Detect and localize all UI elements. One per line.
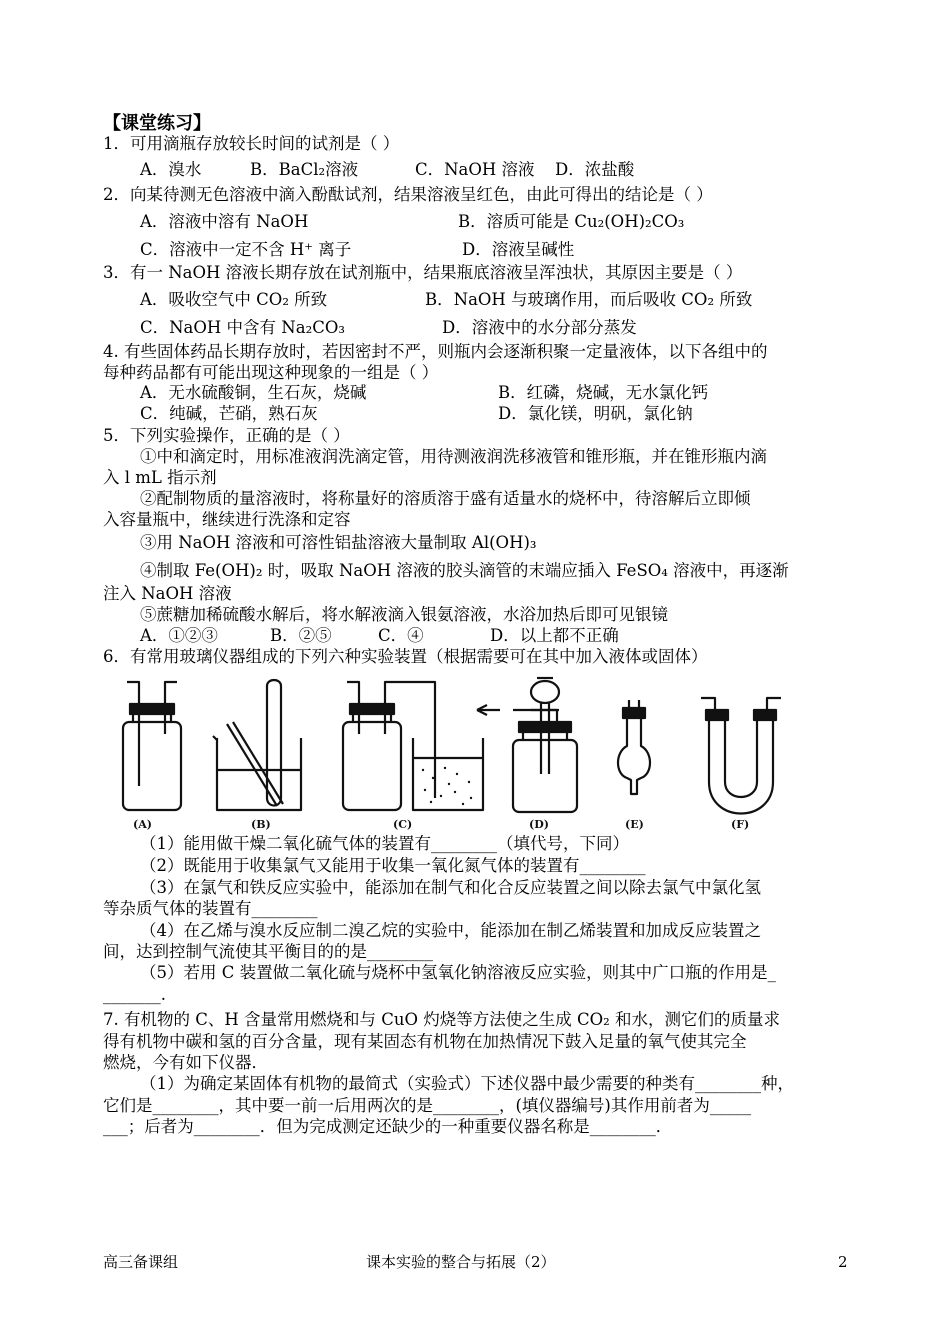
- q1-option-a: A．溴水: [140, 160, 202, 179]
- q3-options-row1: [140, 289, 885, 311]
- apparatus-label-f: (F): [731, 818, 750, 831]
- apparatus-label-b: (B): [251, 818, 271, 831]
- q5-item3: ③用 NaOH 溶液和可溶性铝盐溶液大量制取 Al(OH)₃: [140, 533, 537, 552]
- q4-options-row1: [140, 382, 885, 404]
- q4-option-b: B．红磷，烧碱，无水氯化钙: [498, 383, 709, 402]
- q5-item2-line2: 入容量瓶中，继续进行洗涤和定容: [103, 510, 351, 529]
- q2-stem: 2．向某待测无色溶液中滴入酚酞试剂，结果溶液呈红色，由此可得出的结论是（ ）: [103, 185, 713, 204]
- q1-option-b: B．BaCl₂溶液: [250, 160, 359, 179]
- section-title: 【课堂练习】: [103, 113, 211, 134]
- q5-option-c: C．④: [378, 626, 424, 645]
- q5-item1-line2: 入 l mL 指示剂: [103, 468, 217, 487]
- q6-sub2: （2）既能用于收集氯气又能用于收集一氧化氮气体的装置有________: [140, 856, 646, 875]
- footer-center: 课本实验的整合与拓展（2）: [366, 1253, 556, 1271]
- q3-option-d: D．溶液中的水分部分蒸发: [442, 318, 637, 337]
- q7-line2: 得有机物中碳和氢的百分含量，现有某固态有机物在加热情况下鼓入足量的氧气使其完全: [103, 1032, 747, 1051]
- q6-sub5-line1: （5）若用 C 装置做二氧化硫与烧杯中氢氧化钠溶液反应实验，则其中广口瓶的作用是_: [140, 963, 776, 982]
- q2-options-row2: [140, 239, 885, 261]
- q6-sub4-line2: 间，达到控制气流使其平衡目的的是________: [103, 942, 433, 961]
- q1-stem: 1．可用滴瓶存放较长时间的试剂是（ ）: [103, 134, 400, 153]
- q5-option-a: A．①②③: [140, 626, 218, 645]
- q7-line1: 7. 有机物的 C、H 含量常用燃烧和与 CuO 灼烧等方法使之生成 CO₂ 和水，测它们的质量求: [103, 1010, 781, 1029]
- apparatus-label-d: (D): [529, 818, 549, 831]
- q7-line5: 它们是________，其中要一前一后用两次的是________，(填仪器编号)其作用前者为_____: [103, 1096, 752, 1115]
- apparatus-e-drying-tube: [618, 700, 650, 794]
- q5-options: [140, 625, 885, 647]
- q5-item5: ⑤蔗糖加稀硫酸水解后，将水解液滴入银氨溶液，水浴加热后即可见银镜: [140, 605, 668, 624]
- apparatus-f-u-tube: [701, 698, 781, 814]
- q6-sub4-line1: （4）在乙烯与溴水反应制二溴乙烷的实验中，能添加在制乙烯装置和加成反应装置之: [140, 921, 761, 940]
- q7-line6: ___；后者为________．但为完成测定还缺少的一种重要仪器名称是________．: [103, 1117, 673, 1136]
- q6-stem: 6．有常用玻璃仪器组成的下列六种实验装置（根据需要可在其中加入液体或固体）: [103, 647, 708, 666]
- q6-sub5-line2: _______.: [103, 985, 166, 1004]
- q2-option-c: C．溶液中一定不含 H⁺ 离子: [140, 240, 352, 259]
- q5-option-b: B．②⑤: [270, 626, 332, 645]
- q4-option-d: D．氯化镁，明矾，氯化钠: [498, 404, 693, 423]
- q5-item4-line2: 注入 NaOH 溶液: [103, 584, 232, 603]
- q2-option-b: B．溶质可能是 Cu₂(OH)₂CO₃: [458, 212, 685, 231]
- apparatus-label-e: (E): [625, 818, 644, 831]
- q5-item4-line1: ④制取 Fe(OH)₂ 时，吸取 NaOH 溶液的胶头滴管的末端应插入 FeSO₄ 溶液中，再逐渐: [140, 561, 789, 580]
- apparatus-d-funnel-bottle: [477, 678, 577, 812]
- apparatus-c-liquid-dots: [422, 767, 472, 805]
- q4-option-a: A．无水硫酸铜，生石灰，烧碱: [140, 383, 367, 402]
- apparatus-label-a: (A): [133, 818, 152, 831]
- q4-options-row2: [140, 403, 885, 425]
- page-number: 2: [838, 1253, 848, 1271]
- q6-sub3-line2: 等杂质气体的装置有________: [103, 899, 318, 918]
- q5-option-d: D．以上都不正确: [490, 626, 619, 645]
- q1-option-c: C．NaOH 溶液: [415, 160, 535, 179]
- q5-stem: 5．下列实验操作，正确的是（ ）: [103, 426, 350, 445]
- apparatus-b-beaker: [213, 680, 301, 810]
- apparatus-c-bottle: [343, 682, 483, 810]
- q3-option-c: C．NaOH 中含有 Na₂CO₃: [140, 318, 345, 337]
- apparatus-a-bottle: [123, 682, 181, 810]
- q6-sub1: （1）能用做干燥二氧化硫气体的装置有________（填代号，下同）: [140, 834, 629, 853]
- q1-options: [140, 159, 885, 181]
- q4-stem-line1: 4. 有些固体药品长期存放时，若因密封不严，则瓶内会逐渐积聚一定量液体，以下各组中的: [103, 342, 768, 361]
- q3-option-a: A．吸收空气中 CO₂ 所致: [140, 290, 328, 309]
- q5-item2-line1: ②配制物质的量溶液时，将称量好的溶质溶于盛有适量水的烧杯中，待溶解后立即倾: [140, 489, 751, 508]
- q1-option-d: D．浓盐酸: [555, 160, 635, 179]
- q5-item1-line1: ①中和滴定时，用标准液润洗滴定管，用待测液润洗移液管和锥形瓶，并在锥形瓶内滴: [140, 447, 767, 466]
- footer-left: 高三备课组: [103, 1253, 179, 1271]
- apparatus-figure: [105, 674, 805, 834]
- q3-option-b: B．NaOH 与玻璃作用，而后吸收 CO₂ 所致: [425, 290, 753, 309]
- q2-options-row1: [140, 211, 885, 233]
- q2-option-d: D．溶液呈碱性: [462, 240, 575, 259]
- q3-stem: 3．有一 NaOH 溶液长期存放在试剂瓶中，结果瓶底溶液呈浑浊状，其原因主要是（ ）: [103, 263, 743, 282]
- apparatus-label-c: (C): [393, 818, 413, 831]
- q4-stem-line2: 每种药品都有可能出现这种现象的一组是（ ）: [103, 363, 439, 382]
- q6-sub3-line1: （3）在氯气和铁反应实验中，能添加在制气和化合反应装置之间以除去氯气中氯化氢: [140, 878, 761, 897]
- q2-option-a: A．溶液中溶有 NaOH: [140, 212, 309, 231]
- q4-option-c: C．纯碱，芒硝，熟石灰: [140, 404, 318, 423]
- q7-line3: 燃烧，今有如下仪器．: [103, 1053, 268, 1072]
- q7-line4: （1）为确定某固体有机物的最简式（实验式）下述仪器中最少需要的种类有________种，: [140, 1074, 794, 1093]
- q3-options-row2: [140, 317, 885, 339]
